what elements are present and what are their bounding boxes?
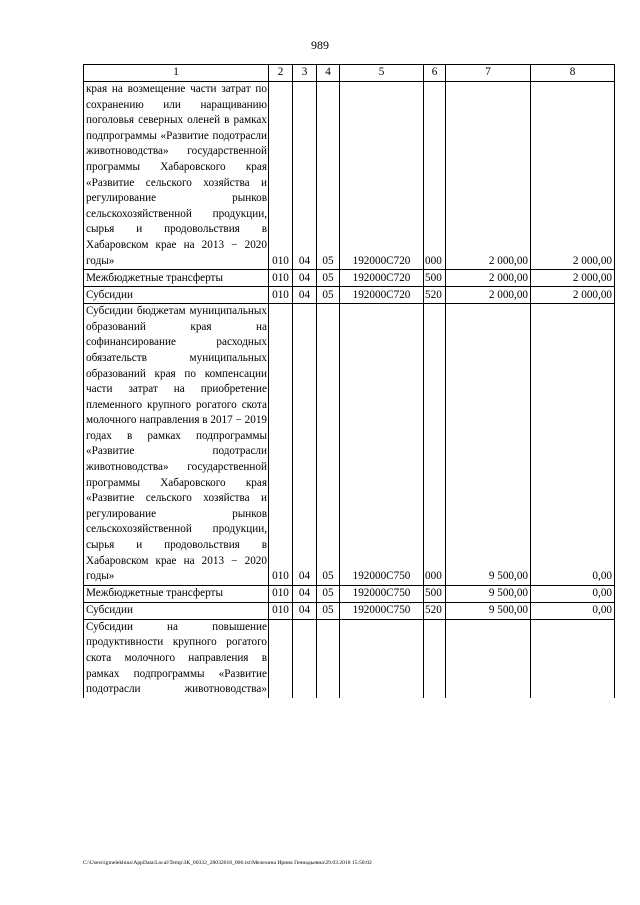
header-col-6: 6 <box>424 65 446 82</box>
row-subsection-code: 05 <box>317 270 340 287</box>
row-ministry-code: 010 <box>269 270 293 287</box>
row-subsection-code: 05 <box>317 82 340 270</box>
row-section-code: 04 <box>293 585 317 602</box>
row-section-code: 04 <box>293 82 317 270</box>
row-ministry-code <box>269 619 293 697</box>
row-amount-1: 2 000,00 <box>446 287 531 304</box>
row-ministry-code: 010 <box>269 82 293 270</box>
row-description: Субсидии <box>84 602 269 619</box>
row-subsection-code: 05 <box>317 585 340 602</box>
table-row <box>84 304 615 586</box>
row-amount-2: 2 000,00 <box>531 287 615 304</box>
row-amount-2: 0,00 <box>531 602 615 619</box>
header-col-3: 3 <box>293 65 317 82</box>
table-row <box>84 602 615 619</box>
row-target-article: 192000С750 <box>340 602 424 619</box>
header-col-7: 7 <box>446 65 531 82</box>
table-row <box>84 585 615 602</box>
row-target-article: 192000С720 <box>340 270 424 287</box>
row-amount-2: 2 000,00 <box>531 82 615 270</box>
table-header-row <box>84 65 615 82</box>
row-section-code: 04 <box>293 602 317 619</box>
row-expense-type <box>424 619 446 697</box>
row-section-code: 04 <box>293 304 317 586</box>
row-subsection-code: 05 <box>317 304 340 586</box>
row-amount-1: 9 500,00 <box>446 585 531 602</box>
row-target-article <box>340 619 424 697</box>
document-footer-path: C:\Users\igmelekhina\AppData\Local\Temp\ЗК_00332_28032018_006.txt\Мелехина Ирина Геннадьевна\29.03.2018 15:58:02 <box>83 860 372 866</box>
row-amount-1: 2 000,00 <box>446 270 531 287</box>
header-col-4: 4 <box>317 65 340 82</box>
row-section-code: 04 <box>293 270 317 287</box>
row-section-code: 04 <box>293 287 317 304</box>
budget-table <box>83 64 615 698</box>
row-expense-type: 000 <box>424 82 446 270</box>
row-subsection-code: 05 <box>317 602 340 619</box>
row-description: края на возмещение части затрат по сохранению или наращиванию поголовья северных оленей в рамках подпрограммы «Развитие подотрасли животноводства» государственной программы Хабаровского края «Развитие сельского хозяйства и регулирование рынков сельскохозяйственной продукции, сырья и продовольствия в Хабаровском крае на 2013 − 2020 годы» <box>84 82 269 270</box>
header-col-5: 5 <box>340 65 424 82</box>
row-ministry-code: 010 <box>269 602 293 619</box>
row-target-article: 192000С720 <box>340 82 424 270</box>
row-description: Субсидии бюджетам муниципальных образований края на софинансирование расходных обязательств муниципальных образований края по компенсации части затрат на приобретение племенного крупного рогатого скота молочного направления в 2017 − 2019 годах в рамках подпрограммы «Развитие подотрасли животноводства» государственной программы Хабаровского края «Развитие сельского хозяйства и регулирование рынков сельскохозяйственной продукции, сырья и продовольствия в Хабаровском крае на 2013 − 2020 годы» <box>84 304 269 586</box>
row-amount-1: 9 500,00 <box>446 304 531 586</box>
row-description: Субсидии <box>84 287 269 304</box>
row-ministry-code: 010 <box>269 585 293 602</box>
header-col-1: 1 <box>84 65 269 82</box>
row-amount-1: 9 500,00 <box>446 602 531 619</box>
row-amount-1: 2 000,00 <box>446 82 531 270</box>
table-row <box>84 619 615 697</box>
row-amount-2: 2 000,00 <box>531 270 615 287</box>
row-subsection-code: 05 <box>317 287 340 304</box>
row-target-article: 192000С750 <box>340 585 424 602</box>
row-amount-2: 0,00 <box>531 585 615 602</box>
table-row <box>84 82 615 270</box>
row-description: Субсидии на повышение продуктивности крупного рогатого скота молочного направления в рамках подпрограммы «Развитие подотрасли животноводства» <box>84 619 269 697</box>
table-row <box>84 270 615 287</box>
row-description: Межбюджетные трансферты <box>84 585 269 602</box>
page-number: 989 <box>311 38 329 52</box>
row-section-code <box>293 619 317 697</box>
row-target-article: 192000С750 <box>340 304 424 586</box>
row-description: Межбюджетные трансферты <box>84 270 269 287</box>
header-col-2: 2 <box>269 65 293 82</box>
row-expense-type: 500 <box>424 585 446 602</box>
row-expense-type: 520 <box>424 602 446 619</box>
row-subsection-code <box>317 619 340 697</box>
row-expense-type: 000 <box>424 304 446 586</box>
row-amount-2: 0,00 <box>531 304 615 586</box>
table-row <box>84 287 615 304</box>
row-ministry-code: 010 <box>269 287 293 304</box>
row-amount-1 <box>446 619 531 697</box>
row-amount-2 <box>531 619 615 697</box>
row-expense-type: 520 <box>424 287 446 304</box>
row-ministry-code: 010 <box>269 304 293 586</box>
row-expense-type: 500 <box>424 270 446 287</box>
row-target-article: 192000С720 <box>340 287 424 304</box>
header-col-8: 8 <box>531 65 615 82</box>
